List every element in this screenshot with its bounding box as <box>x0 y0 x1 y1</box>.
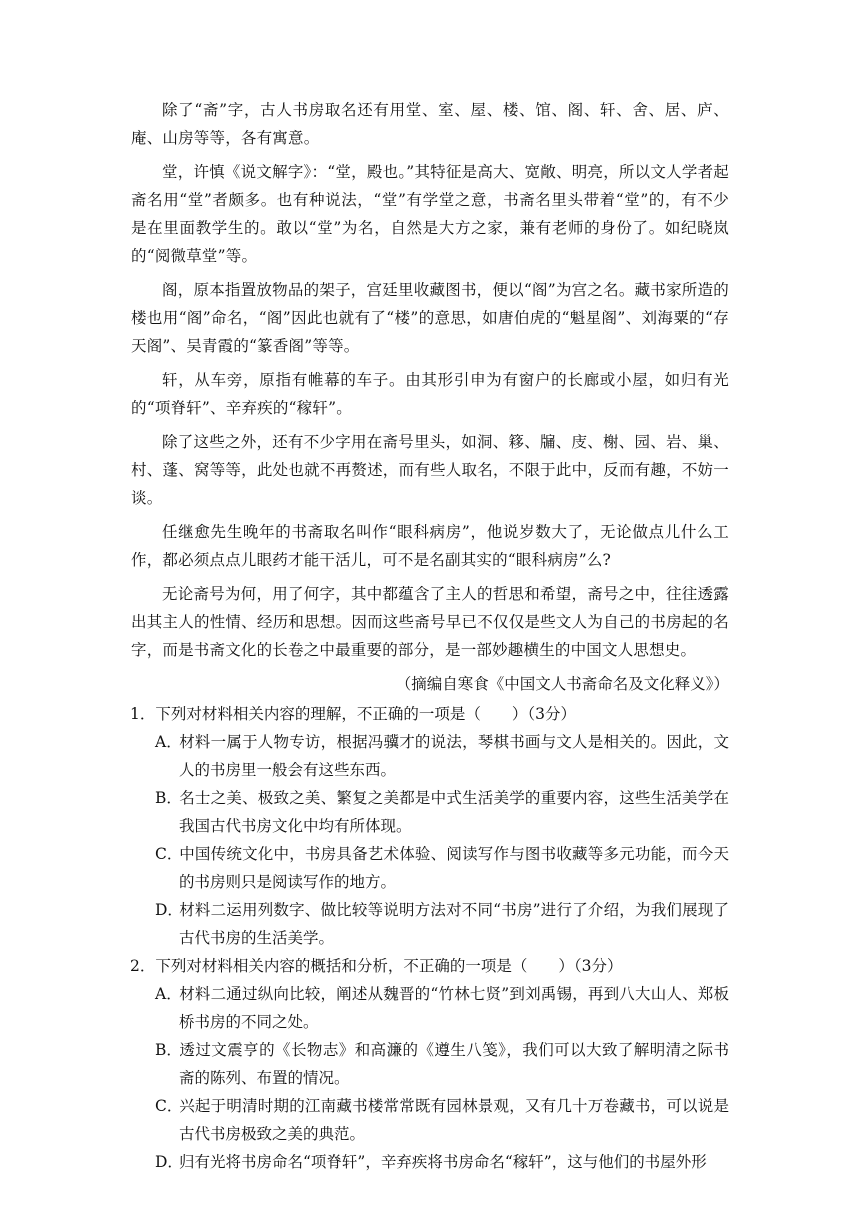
option-letter: C． <box>155 1097 183 1115</box>
paragraph-4: 轩，从车旁，原指有帷幕的车子。由其形引申为有窗户的长廊或小屋，如归有光的“项脊轩”、辛弃疾的“稼轩”。 <box>131 371 729 417</box>
paragraph-5: 除了这些之外，还有不少字用在斋号里头，如洞、簃、牖、庋、榭、园、岩、巢、村、蓬、窝等等，此处也就不再赘述，而有些人取名，不限于此中，反而有趣，不妨一谈。 <box>131 433 729 507</box>
option-c <box>131 1092 729 1148</box>
option-d <box>131 1148 729 1176</box>
option-letter: B． <box>155 1041 182 1059</box>
option-b <box>131 784 729 840</box>
option-text: 名士之美、极致之美、繁复之美都是中式生活美学的重要内容，这些生活美学在我国古代书房文化中均有所体现。 <box>179 789 729 835</box>
document-body <box>131 96 729 1176</box>
paragraph-3: 阁，原本指置放物品的架子，宫廷里收藏图书，便以“阁”为宫之名。藏书家所造的楼也用“阁”命名，“阁”因此也就有了“楼”的意思，如唐伯虎的“魁星阁”、刘海粟的“存天阁”、吴青霞的“篆香阁”等等。 <box>131 281 729 355</box>
option-text: 材料二通过纵向比较，阐述从魏晋的“竹林七贤”到刘禹锡，再到八大山人、郑板桥书房的不同之处。 <box>179 985 729 1031</box>
option-d <box>131 896 729 952</box>
option-letter: B． <box>155 789 182 807</box>
option-letter: C． <box>155 845 183 863</box>
option-letter: D． <box>155 901 183 919</box>
source-citation: （摘编自寒食《中国文人书斋命名及文化释义》） <box>395 675 729 693</box>
question-1 <box>131 700 729 952</box>
option-letter: A． <box>155 733 182 751</box>
option-letter: A． <box>155 985 182 1003</box>
option-c <box>131 840 729 896</box>
option-a <box>131 728 729 784</box>
paragraph-6: 任继愈先生晚年的书斋取名叫作“眼科病房”，他说岁数大了，无论做点儿什么工作，都必须点点儿眼药才能干活儿，可不是名副其实的“眼科病房”么? <box>131 523 729 569</box>
option-text: 材料一属于人物专访，根据冯骥才的说法，琴棋书画与文人是相关的。因此，文人的书房里一般会有这些东西。 <box>179 733 729 779</box>
option-letter: D． <box>155 1153 183 1171</box>
option-text: 归有光将书房命名“项脊轩”，辛弃疾将书房命名“稼轩”，这与他们的书屋外形 <box>179 1153 707 1171</box>
question-stem: 2．下列对材料相关内容的概括和分析，不正确的一项是（ ）（3分） <box>130 957 623 975</box>
paragraph-2: 堂，许慎《说文解字》：“堂，殿也。”其特征是高大、宽敞、明亮，所以文人学者起斋名用“堂”者颇多。也有种说法，“堂”有学堂之意，书斋名里头带着“堂”的，有不少是在里面教学生的。敢以“堂”为名，自然是大方之家，兼有老师的身份了。如纪晓岚的“阅微草堂”等。 <box>131 163 729 265</box>
option-text: 兴起于明清时期的江南藏书楼常常既有园林景观，又有几十万卷藏书，可以说是古代书房极致之美的典范。 <box>179 1097 729 1143</box>
question-2 <box>131 952 729 1176</box>
paragraph-7: 无论斋号为何，用了何字，其中都蕴含了主人的哲思和希望，斋号之中，往往透露出其主人的性情、经历和思想。因而这些斋号早已不仅仅是些文人为自己的书房起的名字，而是书斋文化的长卷之中最重要的部分，是一部妙趣横生的中国文人思想史。 <box>131 585 729 659</box>
option-text: 中国传统文化中，书房具备艺术体验、阅读写作与图书收藏等多元功能，而今天的书房则只是阅读写作的地方。 <box>179 845 729 891</box>
option-text: 材料二运用列数字、做比较等说明方法对不同“书房”进行了介绍，为我们展现了古代书房的生活美学。 <box>179 901 729 947</box>
option-b <box>131 1036 729 1092</box>
option-a <box>131 980 729 1036</box>
paragraph-1: 除了“斋”字，古人书房取名还有用堂、室、屋、楼、馆、阁、轩、舍、居、庐、庵、山房等等，各有寓意。 <box>131 101 729 147</box>
option-text: 透过文震亨的《长物志》和高濂的《遵生八笺》，我们可以大致了解明清之际书斋的陈列、布置的情况。 <box>179 1041 729 1087</box>
question-stem: 1．下列对材料相关内容的理解，不正确的一项是（ ）（3分） <box>130 705 576 723</box>
